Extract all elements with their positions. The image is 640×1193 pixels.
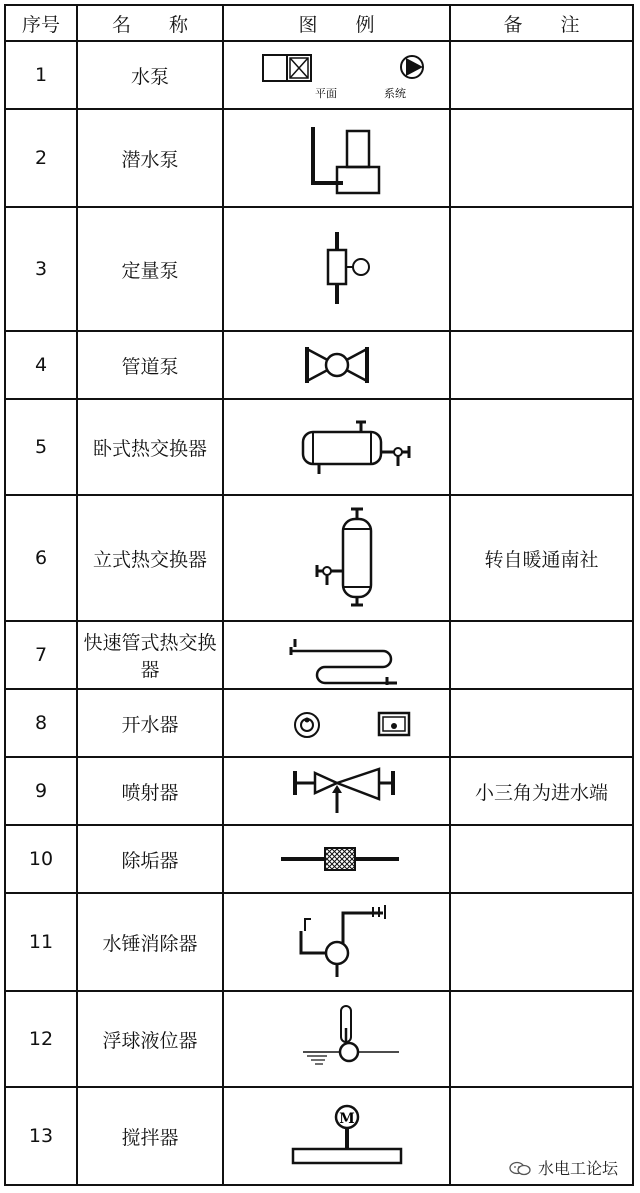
table-row	[5, 825, 633, 893]
system-label: 系统	[383, 87, 406, 100]
header-name: 名 称	[77, 5, 223, 41]
row-number: 2	[5, 109, 77, 207]
row-symbol	[223, 207, 450, 331]
row-name: 水锤消除器	[77, 893, 223, 991]
row-name: 定量泵	[77, 207, 223, 331]
row-name: 浮球液位器	[77, 991, 223, 1087]
row-symbol	[223, 41, 450, 109]
row-symbol	[223, 991, 450, 1087]
row-note	[450, 991, 633, 1087]
ejector-symbol	[237, 761, 437, 821]
row-number: 9	[5, 757, 77, 825]
row-symbol	[223, 825, 450, 893]
table-row	[5, 109, 633, 207]
row-note	[450, 41, 633, 109]
metering-pump-symbol	[237, 214, 437, 324]
watermark-text: 水电工论坛	[537, 1159, 618, 1178]
row-name: 搅拌器	[77, 1087, 223, 1185]
table-row	[5, 495, 633, 621]
row-note	[450, 825, 633, 893]
row-symbol	[223, 1087, 450, 1185]
mixer-symbol	[237, 1091, 437, 1181]
water-pump-symbol	[237, 45, 437, 105]
row-note	[450, 207, 633, 331]
table-row	[5, 207, 633, 331]
water-boiler-symbol	[237, 693, 437, 753]
row-number: 7	[5, 621, 77, 689]
row-note	[450, 893, 633, 991]
symbol-legend-table	[4, 4, 634, 1186]
row-name: 潜水泵	[77, 109, 223, 207]
row-symbol	[223, 109, 450, 207]
table-row	[5, 399, 633, 495]
table-row	[5, 757, 633, 825]
row-number: 4	[5, 331, 77, 399]
float-level-switch-symbol	[237, 994, 437, 1084]
submersible-pump-symbol	[237, 113, 437, 203]
table-header-row	[5, 5, 633, 41]
row-symbol	[223, 893, 450, 991]
row-number: 8	[5, 689, 77, 757]
descaler-symbol	[237, 829, 437, 889]
vertical-heat-exchanger-symbol	[237, 501, 437, 615]
row-number: 10	[5, 825, 77, 893]
row-name: 除垢器	[77, 825, 223, 893]
row-name: 快速管式热交换器	[77, 621, 223, 689]
row-note: 小三角为进水端	[450, 757, 633, 825]
row-number: 5	[5, 399, 77, 495]
row-number: 12	[5, 991, 77, 1087]
plan-label: 平面	[314, 87, 337, 100]
table-row	[5, 621, 633, 689]
wechat-logo-icon	[508, 1160, 532, 1176]
fast-tube-heat-exchanger-symbol	[237, 625, 437, 685]
row-note	[450, 331, 633, 399]
row-number: 13	[5, 1087, 77, 1185]
watermark	[504, 1156, 622, 1179]
pipeline-pump-symbol	[237, 335, 437, 395]
header-symbol: 图 例	[223, 5, 450, 41]
row-symbol	[223, 689, 450, 757]
water-hammer-arrester-symbol	[237, 897, 437, 987]
row-name: 喷射器	[77, 757, 223, 825]
header-number: 序号	[5, 5, 77, 41]
row-note: 转自暖通南社	[450, 495, 633, 621]
row-note	[450, 689, 633, 757]
row-name: 管道泵	[77, 331, 223, 399]
table-row	[5, 41, 633, 109]
motor-label: M	[338, 1111, 355, 1127]
row-symbol	[223, 399, 450, 495]
row-symbol	[223, 495, 450, 621]
row-number: 11	[5, 893, 77, 991]
row-number: 3	[5, 207, 77, 331]
table-row	[5, 893, 633, 991]
row-number: 1	[5, 41, 77, 109]
row-note	[450, 109, 633, 207]
table-row	[5, 991, 633, 1087]
row-symbol	[223, 757, 450, 825]
row-symbol	[223, 621, 450, 689]
horizontal-heat-exchanger-symbol	[237, 402, 437, 492]
header-note: 备 注	[450, 5, 633, 41]
row-number: 6	[5, 495, 77, 621]
row-note	[450, 399, 633, 495]
row-note	[450, 621, 633, 689]
table-row	[5, 331, 633, 399]
row-symbol	[223, 331, 450, 399]
row-name: 卧式热交换器	[77, 399, 223, 495]
row-name: 立式热交换器	[77, 495, 223, 621]
row-name: 水泵	[77, 41, 223, 109]
row-name: 开水器	[77, 689, 223, 757]
table-row	[5, 689, 633, 757]
